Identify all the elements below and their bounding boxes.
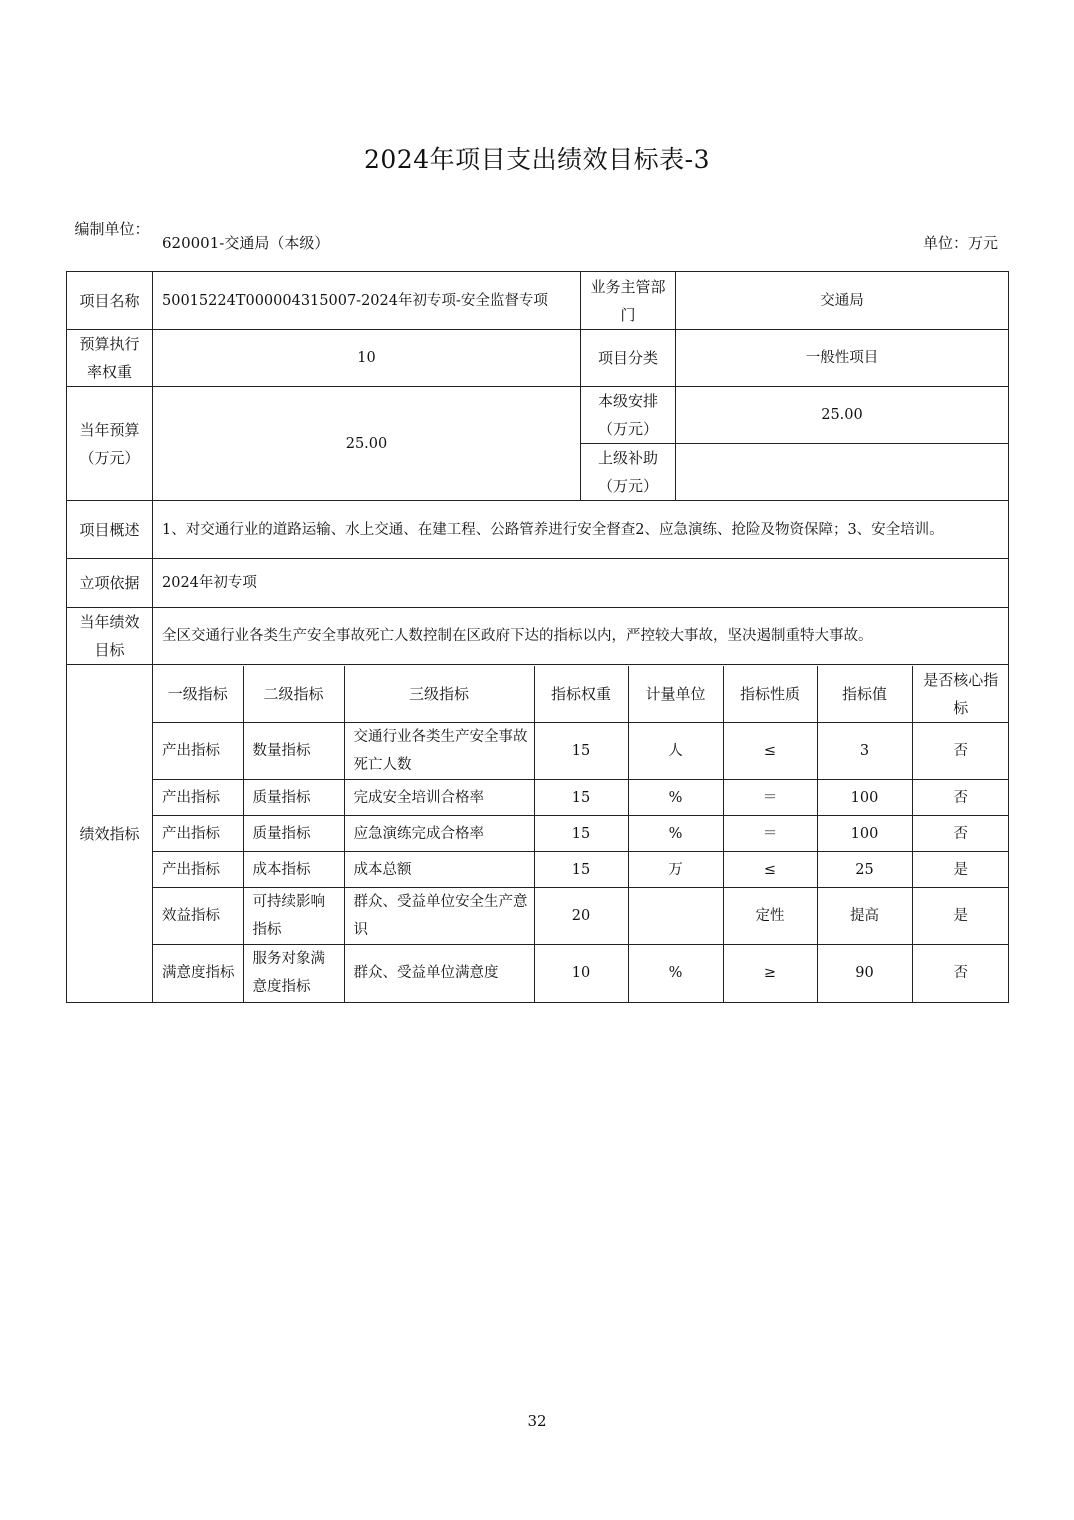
cell-value: 90	[817, 945, 912, 1002]
overview-value: 1、对交通行业的道路运输、水上交通、在建工程、公路管养进行安全督查2、应急演练、抢险及物资保障；3、安全培训。	[153, 501, 1009, 559]
cell-nature: ＝	[723, 816, 817, 852]
page-number: 32	[527, 1412, 547, 1430]
cell-level1: 产出指标	[153, 816, 243, 852]
weight-label: 预算执行率权重	[67, 330, 153, 387]
goal-value: 全区交通行业各类生产安全事故死亡人数控制在区政府下达的指标以内，严控较大事故，坚决遏制重特大事故。	[153, 608, 1009, 665]
page-title: 2024年项目支出绩效目标表-3	[364, 145, 710, 174]
upper-label: 上级补助（万元）	[581, 444, 676, 501]
cell-weight: 15	[534, 723, 628, 780]
cell-core: 是	[912, 852, 1009, 888]
local-label: 本级安排（万元）	[581, 387, 676, 444]
cell-level2: 数量指标	[243, 723, 344, 780]
header-level2: 二级指标	[243, 666, 344, 723]
row-overview	[67, 501, 1009, 559]
cell-weight: 10	[534, 945, 628, 1002]
cell-nature: ≤	[723, 852, 817, 888]
performance-table	[66, 271, 1009, 1003]
category-label: 项目分类	[581, 330, 676, 387]
category-value: 一般性项目	[676, 330, 1009, 387]
cell-weight: 15	[534, 816, 628, 852]
cell-level3: 群众、受益单位安全生产意识	[344, 888, 534, 945]
header-weight: 指标权重	[534, 666, 628, 723]
cell-level2: 可持续影响指标	[243, 888, 344, 945]
project-name-value: 50015224T000004315007-2024年初专项-安全监督专项	[153, 272, 581, 330]
goal-label: 当年绩效目标	[67, 608, 153, 665]
unit-label: 单位：万元	[922, 234, 998, 252]
cell-unit: %	[628, 780, 723, 816]
header-core: 是否核心指标	[912, 666, 1009, 723]
row-project-name	[67, 272, 1009, 330]
cell-unit: 万	[628, 852, 723, 888]
cell-nature: ≤	[723, 723, 817, 780]
cell-value: 3	[817, 723, 912, 780]
cell-weight: 15	[534, 780, 628, 816]
table-row	[153, 780, 1009, 816]
cell-level1: 产出指标	[153, 723, 243, 780]
cell-weight: 20	[534, 888, 628, 945]
table-row	[153, 888, 1009, 945]
cell-unit	[628, 888, 723, 945]
budget-label: 当年预算（万元）	[67, 387, 153, 501]
row-basis	[67, 559, 1009, 608]
cell-unit: 人	[628, 723, 723, 780]
header-unit: 计量单位	[628, 666, 723, 723]
cell-value: 提高	[817, 888, 912, 945]
cell-level3: 应急演练完成合格率	[344, 816, 534, 852]
cell-level3: 完成安全培训合格率	[344, 780, 534, 816]
overview-label: 项目概述	[67, 501, 153, 559]
cell-nature: ≥	[723, 945, 817, 1002]
dept-label: 业务主管部门	[581, 272, 676, 330]
row-indicators	[67, 665, 1009, 1003]
table-row	[153, 723, 1009, 780]
cell-value: 25	[817, 852, 912, 888]
indicators-cell	[153, 665, 1009, 1003]
dept-value: 交通局	[676, 272, 1009, 330]
cell-core: 否	[912, 945, 1009, 1002]
table-row	[153, 816, 1009, 852]
cell-level1: 产出指标	[153, 780, 243, 816]
cell-level2: 成本指标	[243, 852, 344, 888]
cell-value: 100	[817, 816, 912, 852]
upper-value	[676, 444, 1009, 501]
table-row	[153, 852, 1009, 888]
header-level1: 一级指标	[153, 666, 243, 723]
local-value: 25.00	[676, 387, 1009, 444]
row-goal	[67, 608, 1009, 665]
header-nature: 指标性质	[723, 666, 817, 723]
cell-unit: %	[628, 816, 723, 852]
cell-nature: ＝	[723, 780, 817, 816]
indicators-table	[153, 666, 1009, 1002]
cell-core: 否	[912, 816, 1009, 852]
budget-value: 25.00	[153, 387, 581, 501]
row-budget	[67, 387, 1009, 444]
cell-level2: 质量指标	[243, 816, 344, 852]
prep-unit-value: 620001-交通局（本级）	[162, 234, 330, 252]
project-name-label: 项目名称	[67, 272, 153, 330]
cell-core: 否	[912, 780, 1009, 816]
cell-level1: 满意度指标	[153, 945, 243, 1002]
cell-level2: 服务对象满意度指标	[243, 945, 344, 1002]
cell-core: 是	[912, 888, 1009, 945]
basis-label: 立项依据	[67, 559, 153, 608]
header-value: 指标值	[817, 666, 912, 723]
cell-level3: 群众、受益单位满意度	[344, 945, 534, 1002]
prep-unit-label: 编制单位：	[74, 220, 150, 238]
indicators-label: 绩效指标	[67, 665, 153, 1003]
cell-level2: 质量指标	[243, 780, 344, 816]
cell-level3: 交通行业各类生产安全事故死亡人数	[344, 723, 534, 780]
row-weight	[67, 330, 1009, 387]
cell-value: 100	[817, 780, 912, 816]
indicators-header-row	[153, 666, 1009, 723]
cell-level1: 效益指标	[153, 888, 243, 945]
cell-level3: 成本总额	[344, 852, 534, 888]
cell-weight: 15	[534, 852, 628, 888]
table-row	[153, 945, 1009, 1002]
header-level3: 三级指标	[344, 666, 534, 723]
cell-unit: %	[628, 945, 723, 1002]
weight-value: 10	[153, 330, 581, 387]
cell-nature: 定性	[723, 888, 817, 945]
basis-value: 2024年初专项	[153, 559, 1009, 608]
cell-level1: 产出指标	[153, 852, 243, 888]
cell-core: 否	[912, 723, 1009, 780]
